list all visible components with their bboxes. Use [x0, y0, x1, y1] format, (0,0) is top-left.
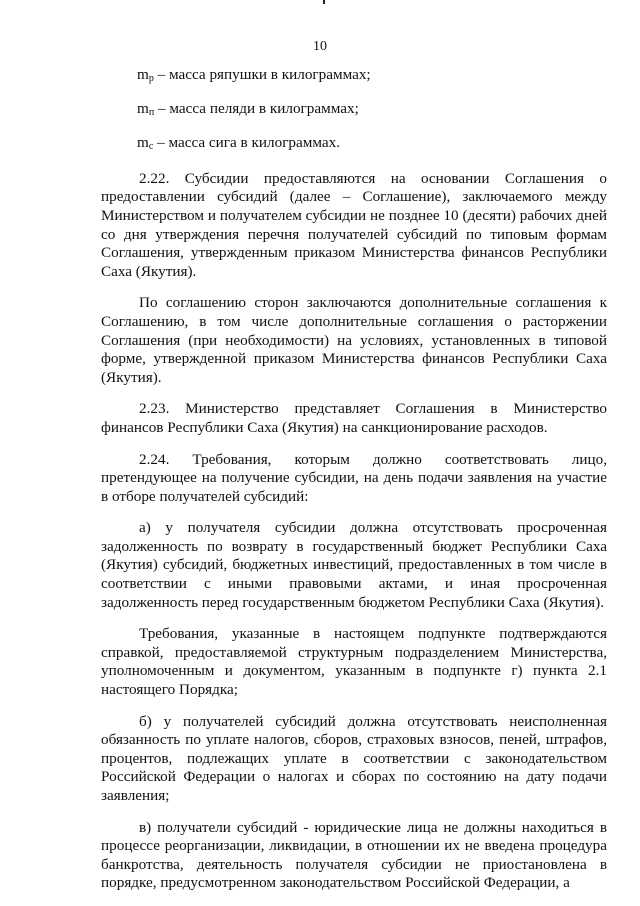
paragraph-requirements-confirmation: Требования, указанные в настоящем подпункте подтверждаются справкой, предоставляемой структурным подразделением Министерства, уполномоченным и документом, указанным в подпункте г) пункта 2.1 настоящего Порядка; [101, 625, 607, 699]
page-number: 10 [313, 39, 327, 54]
paragraph-additional-agreements: По соглашению сторон заключаются дополнительные соглашения к Соглашению, в том числе дополнительные соглашения о расторжении Соглашения (при необходимости) на условиях, установленных в типовой форме, утвержденной приказом Министерства финансов Республики Саха (Якутия). [101, 294, 607, 386]
paragraph-subitem-a: а) у получателя субсидии должна отсутствовать просроченная задолженность по возврату в государственный бюджет Республики Саха (Якутия) субсидий, бюджетных инвестиций, предоставленных в том числе в соответствии с иными правовыми актами, и иная просроченная задолженность перед государственным бюджетом Республики Саха (Якутия). [101, 519, 607, 611]
paragraph-2-22: 2.22. Субсидии предоставляются на основании Соглашения о предоставлении субсидий (далее – Соглашение), заключаемого между Министерством и получателем субсидии не позднее 10 (десяти) рабочих дней со дня утверждения перечня получателей субсидий по типовым формам Соглашения, утвержденным приказом Министерства финансов Республики Саха (Якутия). [101, 169, 607, 280]
top-edge-mark [323, 0, 325, 4]
document-body [101, 66, 607, 906]
paragraph-subitem-b: б) у получателей субсидий должна отсутствовать неисполненная обязанность по уплате налогов, сборов, страховых взносов, пеней, штрафов, процентов, подлежащих уплате в соответствии с законодательством Российской Федерации о налогах и сборах по состоянию на дату подачи заявления; [101, 712, 607, 804]
paragraph-2-23: 2.23. Министерство представляет Соглашения в Министерство финансов Республики Саха (Якутия) на санкционирование расходов. [101, 400, 607, 436]
paragraph-subitem-v: в) получатели субсидий - юридические лица не должны находиться в процессе реорганизации, ликвидации, в отношении их не введена процедура банкротства, деятельность получателя субсидии не приостановлена в порядке, предусмотренном законодательством Российской Федерации, а [101, 818, 607, 892]
definition-line: $m_р$ – масса ряпушки в килограммах; [137, 66, 371, 84]
definition-line: $m_п$ – масса пеляди в килограммах; [137, 100, 359, 119]
paragraph-2-24: 2.24. Требования, которым должно соответствовать лицо, претендующее на получение субсидии, на день подачи заявления на участие в отборе получателей субсидий: [101, 450, 607, 505]
definition-line: $m_с$ – масса сига в килограммах. [137, 134, 341, 153]
